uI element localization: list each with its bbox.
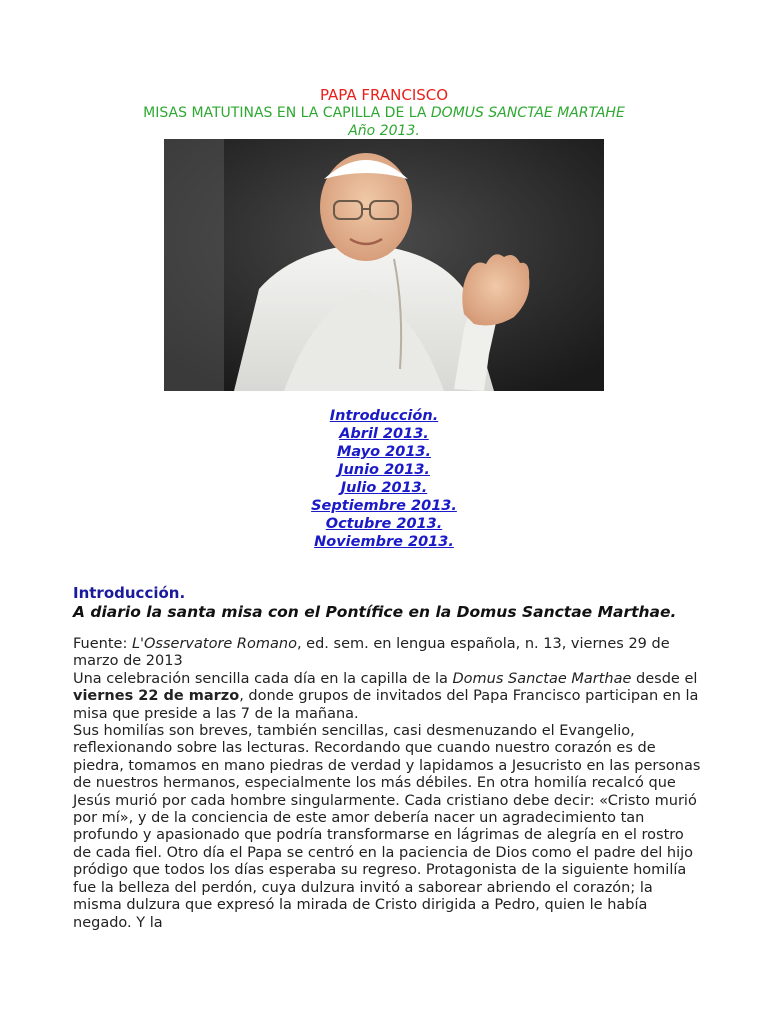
source-details: , ed. sem. en lengua española, n. 13, viernes 29 de marzo de 2013	[73, 636, 670, 670]
toc-link-septiembre[interactable]: Septiembre 2013.	[311, 498, 457, 514]
intro-heading: Introducción.	[73, 584, 186, 602]
source-label: Fuente:	[73, 636, 132, 652]
toc-link-introduccion[interactable]: Introducción.	[329, 408, 439, 424]
toc-link-mayo[interactable]: Mayo 2013.	[336, 444, 432, 460]
paragraph-1-part-b: desde el	[631, 670, 698, 687]
paragraph-1-part-c: , donde grupos de invitados del Papa Francisco participan en la misa que preside a las 7 de la mañana.	[73, 688, 699, 722]
toc-link-junio[interactable]: Junio 2013.	[338, 462, 430, 478]
paragraph-1-part-a: Una celebración sencilla cada día en la capilla de la	[73, 670, 453, 687]
toc-link-octubre[interactable]: Octubre 2013.	[325, 516, 443, 532]
subtitle-italic-text: DOMUS SANCTAE MARTAHE	[430, 105, 625, 121]
article-body	[73, 636, 703, 932]
page-year: Año 2013.	[348, 123, 420, 139]
paragraph-1-bold: viernes 22 de marzo	[73, 688, 240, 705]
toc-link-noviembre[interactable]: Noviembre 2013.	[314, 534, 454, 550]
paragraph-2: Sus homilías son breves, también sencillas, casi desmenuzando el Evangelio, reflexionando sobre las lecturas. Recordando que cuando nuestro corazón es de piedra, tomamos en mano piedras de verdad y lapidamos a Jesucristo en las personas de nuestros hermanos, especialmente los más débiles. En otra homilía recalcó que Jesús murió por cada hombre singularmente. Cada cristiano debe decir: «Cristo murió por mí», y de la conciencia de este amor debería nacer un agradecimiento tan profundo y apasionado que podría transformarse en lágrimas de alegría en el rostro de cada fiel. Otro día el Papa se centró en la paciencia de Dios como el padre del hijo pródigo que todos los días esperaba su regreso. Protagonista de la siguiente homilía fue la belleza del perdón, cuya dulzura invitó a saborear abriendo el corazón; la misma dulzura que expresó la mirada de Cristo dirigida a Pedro, quien le había negado. Y la	[73, 723, 701, 931]
pope-photo-illustration	[164, 139, 604, 391]
paragraph-1	[73, 671, 703, 723]
table-of-contents	[0, 407, 768, 551]
intro-subheading: A diario la santa misa con el Pontífice en la Domus Sanctae Marthae.	[73, 603, 677, 621]
pope-photo	[164, 139, 604, 391]
source-name: L'Osservatore Romano	[131, 636, 297, 652]
toc-link-julio[interactable]: Julio 2013.	[340, 480, 428, 496]
paragraph-1-italic: Domus Sanctae Marthae	[452, 670, 632, 687]
subtitle-text: MISAS MATUTINAS EN LA CAPILLA DE LA	[143, 105, 431, 121]
source-paragraph	[73, 636, 703, 671]
page-title: PAPA FRANCISCO	[319, 86, 449, 104]
toc-link-abril[interactable]: Abril 2013.	[339, 426, 429, 442]
page-subtitle	[0, 104, 768, 122]
